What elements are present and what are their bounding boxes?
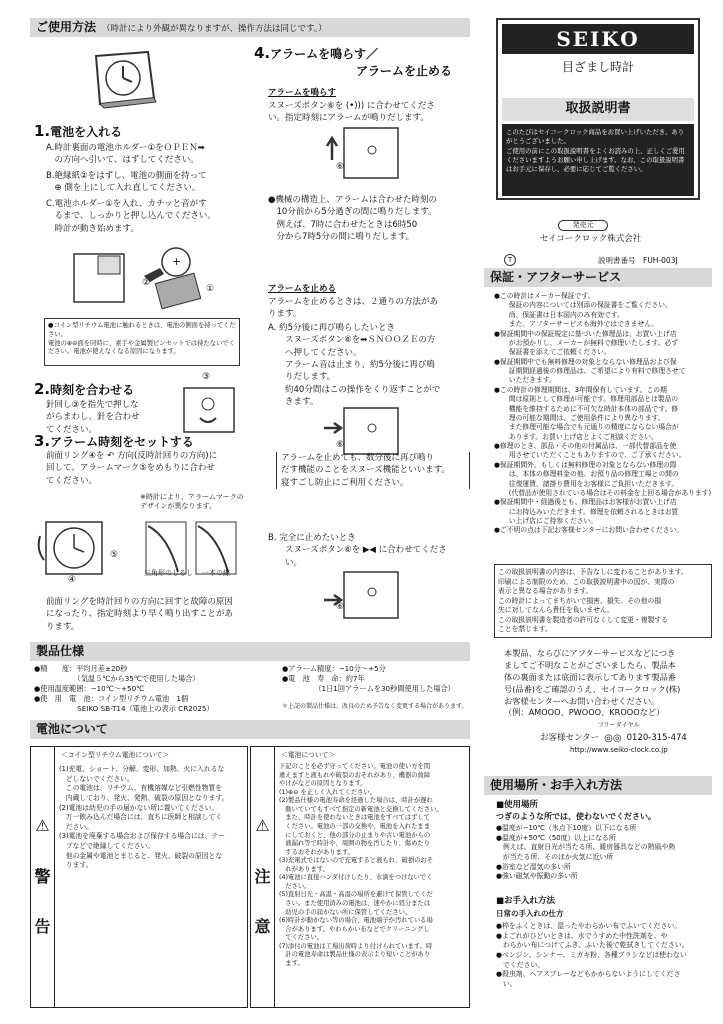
mark-label-5: ⑤ (110, 550, 119, 560)
ring-label-4: ④ (68, 575, 77, 585)
warning-char1: 警 (34, 866, 51, 886)
ring-body: スヌーズボタン⑥を (•))) に合わせてくださ い。指定時刻にアラームが鳴りだします。 (268, 101, 435, 124)
snooze-label-6b: ⑥ (336, 440, 345, 450)
mark2-label: 一本の線 (202, 569, 230, 577)
warning-icon: ⚠ (35, 815, 50, 835)
stop-heading: アラームを止める (268, 284, 337, 294)
step4-heading (254, 44, 378, 64)
spec-note: ＊上記の製品仕様は、改良のため予告なく変更する場合があります。 (282, 703, 468, 710)
step1-c: C.電池ホルダー①を入れ、カチッと音がす るまで、しっかりと押し込んでください。 時計が動き始めます。 (46, 199, 216, 234)
stop-option-b: B. 完全に止めたいとき スヌーズボタン⑥を ▶◀ に合わせてくださ い。 (268, 533, 447, 568)
usage-subtitle: （時計により外観が異なりますが、操作方法は同じです。） (102, 24, 327, 34)
place-items1: ●温度が−10℃（氷点下10度）以下になる所 ●温度が+50℃（50度）以上になる所 例えば、直射日光が当たる所、暖房器具などの熱風や熱 が当たる所、そのほか火気に近い所 ●浴室など湿気の多い所 ●強い磁気や振動の多い所 (496, 824, 676, 881)
warning-char2: 告 (34, 917, 51, 937)
step3-footer: 前面リングを時計回りの方向に回すと故障の原因 になったり、指定時刻より早く鳴り出すことがあ ります。 (46, 597, 234, 632)
step4-number: 4. (254, 44, 271, 62)
snooze-note: アラームを止めても、数分後に再び鳴り だす機能のことをスヌーズ機能といいます。 寝すごし防止にご利用ください。 (276, 452, 470, 489)
spec-left: ●精 度：平均月差±20秒 （気温５℃から35℃で使用した場合） ●使用温度範囲：−10℃〜+50℃ ●使 用 電 池：コイン型リチウム電池 1個 SEIKO SB-T14（電池上の表示 CR2025） (34, 664, 214, 714)
knob-label-3: ③ (202, 372, 211, 382)
place-h2: ■お手入れ方法 (496, 896, 556, 906)
seiko-brand: SEIKO (556, 27, 640, 51)
caution-body: 下記のことを必ず守ってください。電池の使い方を間 違えますと液もれや破裂のおそれがあり、機器の故障 やけがなどの原因となります。 (1)⊕⊖ を正しく入れてください。 (2)製品仕様の電池寿命を経過した場合は、時計が遅れ 動いていてもすべて指定の新電池と交換してください。 また、時計を使わないときは電池をすべてはずして ください。電池の一部の交換や、電池を入れたまま にしておくと、他の部分の止まりや古い電池からの 液漏れ等で時計や、周囲の物を汚したり、傷めたり するおそれがあります。 (3)充電式ではないので充電すると液もれ、破損のおそ れがあります。 (4)電池に直接ハンダ付けしたり、水滴をつけないでく ださい。 (5)直射日光・高温・高湿の場所を避けて保管してくだ さい。また使用済みの電池は、速やかに処分または 幼児の手の届かない所に保管してください。 (6)時計が動かない等の場合、電池端子が汚れている場 合があります。やわらかい布などでクリーニングし てください。 (7)添付の電池は工場出荷時より付けられています。時 計の電池寿命は製品仕様の表示より短いことがあり ます。 (279, 763, 443, 967)
coin-battery-note: ●コイン型リチウム電池に触れるときは、電池の側面を持ってください。 電池の⊕⊖面を同時に、素手や金属製ピンセットでは持たないでください。電池が使えなくなる原因になります。 (44, 318, 240, 366)
warranty-item: ●この時計の修理期間は、3年間保有しています。この期 間は原則として修理が可能です。修理用部品とは製品の 機能を維持するために不可欠な時計本体の部品です。修 理の可能な期間は、ご使用条件により異なります。 また修理可能な場合でも元通りの精度にならない場合が あります。お買い上げ店とよくご相談ください。 (494, 385, 679, 441)
service-body: 本製品、ならびにアフターサービスなどにつき ましてご不明なことがございましたら、製品本 体の裏面または底面に表示してあります製品番 号(品番)をご確認のうえ、セイコークロック(株) お客様センターへお問い合わせください。 （例：AMOOO、PWOOO、KROOOなど） (504, 648, 681, 718)
warranty-list (494, 292, 716, 536)
place-lead1: つぎのような所では、使わないでください。 (496, 812, 656, 821)
warranty-item: ●ご不明の点は下記お客様センターにお問い合わせください。 (494, 526, 684, 535)
warranty-item: ●修理のとき、部品・その他の付属品は、一部代替部品を使 用させていただくこともありますので、ご了承ください。 (494, 442, 686, 460)
insulator-label-2: ② (142, 278, 151, 288)
seiko-cover (496, 18, 700, 200)
place-lead2: 日常の手入れの仕方 (496, 909, 564, 918)
spec-header (30, 642, 470, 661)
warranty-header (484, 268, 712, 287)
step3-heading (34, 432, 194, 452)
usage-header (30, 18, 470, 37)
step2-heading (34, 380, 134, 400)
step1-number: 1. (34, 122, 51, 140)
caution-char2: 意 (254, 917, 271, 937)
free-dial-label: フリーダイヤル (598, 722, 640, 729)
snooze-label-6c: ⑥ (336, 602, 345, 612)
stop-illustration (322, 570, 402, 620)
step4-title1: アラームを鳴らす／ (270, 47, 379, 61)
spec-right: ●アラーム精度：−10分〜+5分 ●電 池 寿 命：約7年 （1日1回アラームを30秒間使用した場合） (282, 664, 455, 694)
seller-name: セイコークロック株式会社 (540, 234, 642, 244)
center-label: お客様センター (540, 732, 600, 743)
usage-title: ご使用方法 (36, 20, 97, 34)
step1-title: 電池を入れる (50, 125, 123, 139)
snooze-illustration (322, 406, 402, 456)
warranty-item: ●保証期間中の保証規定に基づいた修理品は、お買い上げ店 がお預かりし、メーカーが無料で修理いたします。必ず 保証書を添えてご依頼ください。 (494, 329, 679, 357)
warranty-title: 保証・アフターサービス (490, 270, 622, 284)
step1-b: B.絶縁紙②をはずし、電池の側面を持って ⊕ 側を上にして入れ直してください。 (46, 171, 207, 194)
ring-heading: アラームを鳴らす (268, 88, 337, 98)
manual-title: 取扱説明書 (502, 98, 694, 121)
seiko-brand-bar (502, 24, 694, 54)
warranty-item: ●この時計はメーカー保証です。 保証の内容については別添の保証書をご覧ください。 尚、保証書は日本国内のみ有効です。 また、アフターサービスも海外ではできません。 (494, 292, 672, 329)
place-header (484, 776, 712, 795)
warning-column (31, 747, 55, 1007)
alarm-mark-note: ※時計により、アラームマークの デザインが異なります。 (140, 493, 244, 511)
mark1-label: 三角形のしるし (144, 569, 193, 577)
place-items2: ●枠をふくときは、湿ったやわらかい布でふいてください。 ●よごれがひどいときは、水でうすめた中性洗剤を、や わらかい布につけてふき、ふいた後で乾拭きしてください。 ●ベンジン、シンナー、ミガキ粉、各種ブラシなどは使わない でください。 ●殺虫剤、ヘアスプレーなどもかからないようにしてくださ い。 (496, 922, 689, 988)
seller-label: 発売元 (558, 220, 608, 231)
warning-body: (1)充電、ショート、分解、変形、加熱、火に入れるな どしないでください。 この電池は、リチウム、有機溶媒など引燃性物質を 内蔵しており、発火、発熱、破裂の原因となります。 (2)電池は幼児の手の届かない所に置いてください。 万一飲み込んだ場合には、直ちに医師と相談してく ださい。 (3)電池を廃棄する場合および保存する場合には、テー プなどで絶縁してください。 他の金属や電池とまじると、発火、破裂の原因とな ります。 (59, 765, 229, 870)
stop-option-a: A. 約5分後に再び鳴らしたいとき スヌーズボタン⑥を➡ＳＮＯＯＺＥの方 へ押してください。 アラーム音は止まり、約5分後に再び鳴 りだします。 約40分間はこの操作をくり返すことがで きます。 (268, 323, 441, 407)
caution-column (251, 747, 275, 1007)
free-dial-icon: ◎◎ (604, 733, 622, 744)
step3-title: アラーム時刻をセットする (50, 435, 194, 449)
caution-heading: ＜電池について＞ (281, 751, 336, 759)
clock-illustration-top (90, 48, 160, 110)
caution-icon: ⚠ (255, 815, 270, 835)
website-url[interactable]: http://www.seiko-clock.co.jp (570, 746, 668, 754)
warranty-item: ●保証期間中でも無料修理の対象とならない修理品および保 証期間経過後の修理品は、ご希望により有料で修理させて いただきます。 (494, 357, 686, 385)
phone-number: 0120-315-474 (626, 732, 687, 743)
battery-title: 電池について (36, 722, 108, 736)
doc-number: 説明書番号 FUH-003J (598, 256, 678, 265)
step2-number: 2. (34, 380, 51, 398)
step3-body: 前面リング④を ↶ 方向(反時計回りの方向)に 回して、アラームマーク⑤をめもりに合わせ てください。 (46, 451, 218, 486)
battery-plus-label: + (172, 255, 182, 268)
step4-title2: アラームを止める (356, 64, 453, 78)
t-mark: T (504, 254, 516, 266)
caution-box: この取扱説明書の内容は、予告なしに変わることがあります。 印刷による制限のため、この取扱説明書中の図が、実際の 表示と異なる場合があります。 この時計によってまちがいで損害、損失、その他の損 失に対してなんら責任を負いません。 この取扱説明書を製造者の許可なくして変更・複製する ことを禁じます。 (494, 564, 712, 638)
product-name: 目ざまし時計 (561, 60, 634, 74)
intro-text: このたびはセイコークロック商品をお買い上げいただき、ありがとうございました。 ご使用の前にこの取扱説明書をよくお読みの上、正しくご愛用くださいますようお願い申し上げます。なお、この取扱説明書はお手元に保存し、必要に応じてご覧ください。 (502, 124, 694, 196)
battery-caution-box (250, 746, 470, 1008)
mechanism-note: ●機械の構造上、アラームは合わせた時刻の 10分前から5分過ぎの間に鳴りだします。 例えば、7時に合わせたときは6時50 分から7時5分の間に鳴りだします。 (268, 195, 437, 242)
step1-a: A.時計裏面の電池ホルダー①をＯＰＥＮ➡ の方向へ引いて、はずしてください。 (46, 143, 205, 166)
step2-illustration (180, 378, 238, 436)
battery-warning-box (30, 746, 248, 1008)
snooze-label-6a: ⑥ (336, 162, 345, 172)
stop-body: アラームを止めるときは、２通りの方法があ ります。 (268, 297, 439, 320)
step2-body: 針回し③を指先で押しな がらまわし、針を合わせ てください。 (46, 400, 140, 435)
step1-heading (34, 122, 122, 142)
warranty-item: ●保証期間中・経過後とも、修理品はお客様がお買い上げ店 にお持込みいただきます。修理を依頼されるときはお買 い上げ店にご持参ください。 (494, 498, 679, 525)
place-h1: ■使用場所 (496, 800, 539, 810)
ring-illustration (322, 126, 402, 188)
step3-number: 3. (34, 432, 51, 450)
customer-center (540, 732, 687, 745)
holder-label-1: ① (206, 284, 215, 294)
spec-title: 製品仕様 (36, 644, 85, 658)
warranty-item: ●保証期間外、もしくは無料修理の対象とならない修理の際 は、本体の修理料金の他、お預り品の修理工場との間の 往復運賃、諸掛り費用をお客様にご負担いただきます。 (代替品が使用されている場合はその料金を上回る場合があります) (494, 460, 712, 497)
battery-header (30, 720, 470, 739)
step2-title: 時刻を合わせる (50, 383, 135, 397)
warning-heading: ＜コイン型リチウム電池について＞ (61, 751, 170, 759)
caution-char1: 注 (254, 866, 271, 886)
place-title: 使用場所・お手入れ方法 (490, 778, 623, 792)
